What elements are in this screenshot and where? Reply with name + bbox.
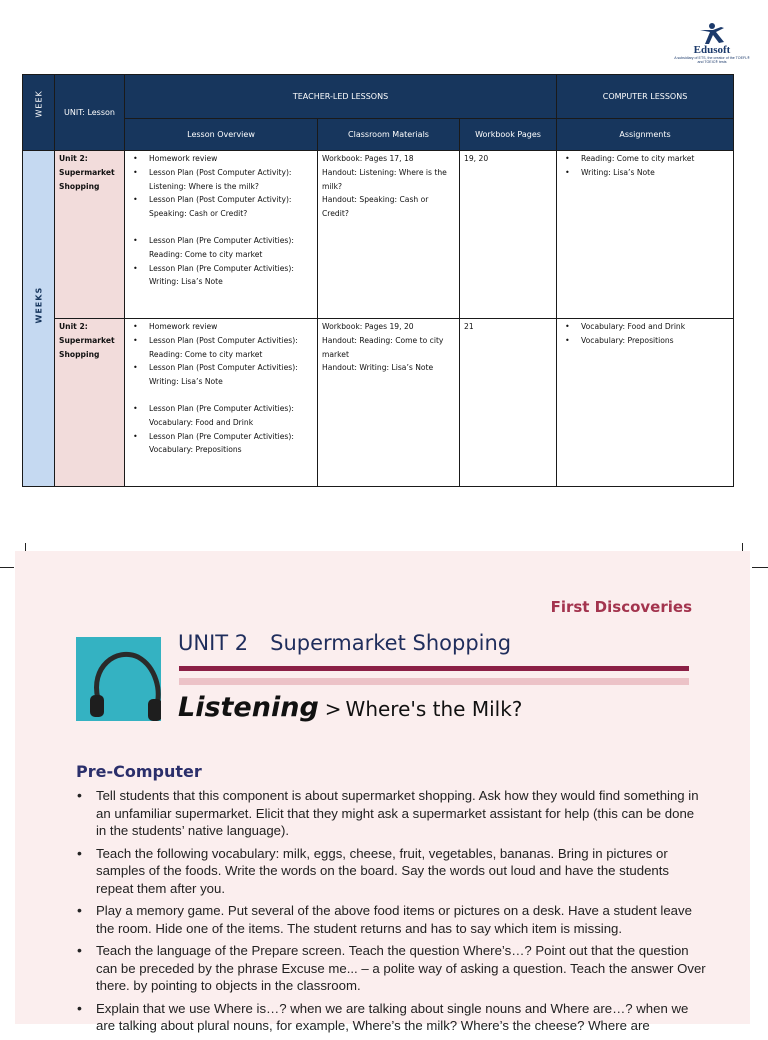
unit-cell: Unit 2: Supermarket Shopping: [55, 319, 125, 487]
list-item: • Homework review: [149, 320, 313, 334]
list-item: • Lesson Plan (Post Computer Activities): Reading: Come to city market: [149, 334, 313, 362]
list-item: • Explain that we use Where is…? when we are talking about single nouns and Where are…? when we are talking about plural nouns, for example, Where’s the milk? Where’s the cheese? Where are: [76, 1000, 706, 1035]
lesson-overview-cell: [125, 319, 318, 487]
list-item: • Lesson Plan (Post Computer Activity): Speaking: Cash or Credit?: [149, 193, 313, 221]
list-item: • Vocabulary: Food and Drink: [581, 320, 729, 334]
header-teacher-led: TEACHER-LED LESSONS: [125, 75, 557, 119]
header-workbook-pages: Workbook Pages: [460, 119, 557, 151]
classroom-materials-cell: Workbook: Pages 19, 20 Handout: Reading: Come to city market Handout: Writing: Lisa’s Note: [318, 319, 460, 487]
edusoft-logo-icon: [697, 22, 727, 46]
lesson-overview-cell: [125, 151, 318, 319]
header-computer-lessons: COMPUTER LESSONS: [557, 75, 734, 119]
list-item: • Lesson Plan (Pre Computer Activities): Reading: Come to city market: [149, 234, 313, 262]
logo-brand: Edusoft: [693, 44, 731, 56]
list-item: • Play a memory game. Put several of the above food items or pictures on a desk. Have a student leave the room. Hide one of the items. The student returns and has to say which item is missing.: [76, 902, 706, 937]
list-item: • Vocabulary: Prepositions: [581, 334, 729, 348]
lesson-schedule-table: [22, 74, 734, 487]
crop-mark: [0, 567, 14, 568]
table-row: [23, 151, 734, 319]
unit-number: UNIT 2: [178, 631, 249, 655]
list-item: • Homework review: [149, 152, 313, 166]
crop-mark: [752, 567, 768, 568]
assignments-cell: [557, 319, 734, 487]
header-classroom-materials: Classroom Materials: [318, 119, 460, 151]
header-lesson-overview: Lesson Overview: [125, 119, 318, 151]
unit-heading: [178, 631, 511, 655]
list-item: • Lesson Plan (Pre Computer Activities): Writing: Lisa’s Note: [149, 262, 313, 290]
lesson-separator: >: [324, 697, 342, 721]
series-title: First Discoveries: [550, 598, 692, 616]
list-item: • Teach the following vocabulary: milk, eggs, cheese, fruit, vegetables, bananas. Bring in pictures or samples of the foods. Write the words on the board. Say the words out loud and have the students repeat them after you.: [76, 845, 706, 898]
headphones-image: [76, 637, 161, 721]
list-item: • Teach the language of the Prepare screen. Teach the question Where’s…? Point out that the question can be preceded by the phrase Excuse me... – a polite way of asking a question. Teach the answer Over there. by pointing to objects in the classroom.: [76, 942, 706, 995]
teacher-guide-page: [15, 551, 750, 1033]
workbook-pages-cell: 19, 20: [460, 151, 557, 319]
divider: [179, 666, 689, 671]
logo-tagline: A subsidiary of ETS, the creator of the TOEFL® and TOEIC® tests: [674, 56, 750, 64]
header-week: WEEK: [23, 75, 55, 151]
classroom-materials-cell: Workbook: Pages 17, 18 Handout: Listening: Where is the milk? Handout: Speaking: Cash or Credit?: [318, 151, 460, 319]
unit-cell: Unit 2: Supermarket Shopping: [55, 151, 125, 319]
section-heading: Pre-Computer: [76, 762, 202, 781]
list-item: • Lesson Plan (Post Computer Activity): Listening: Where is the milk?: [149, 166, 313, 194]
list-item: • Writing: Lisa’s Note: [581, 166, 729, 180]
weeks-cell: WEEKS: [23, 151, 55, 487]
instruction-list: [76, 787, 706, 1040]
workbook-pages-cell: 21: [460, 319, 557, 487]
list-item: • Lesson Plan (Pre Computer Activities): Vocabulary: Food and Drink: [149, 402, 313, 430]
lesson-heading: [178, 692, 522, 723]
list-item: • Lesson Plan (Pre Computer Activities): Vocabulary: Prepositions: [149, 430, 313, 458]
lesson-title: Where's the Milk?: [345, 697, 523, 721]
unit-title: Supermarket Shopping: [270, 631, 512, 655]
list-item: • Lesson Plan (Post Computer Activities): Writing: Lisa’s Note: [149, 361, 313, 389]
table-row: [23, 319, 734, 487]
list-item: • Tell students that this component is about supermarket shopping. Ask how they would find something in an unfamiliar supermarket. Elicit that they might ask a supermarket assistant for help (this can be done in the students’ native language).: [76, 787, 706, 840]
header-assignments: Assignments: [557, 119, 734, 151]
list-item: • Reading: Come to city market: [581, 152, 729, 166]
assignments-cell: [557, 151, 734, 319]
lesson-skill: Listening: [178, 692, 319, 723]
divider: [179, 678, 689, 685]
edusoft-logo: [672, 22, 752, 72]
header-unit-lesson: UNIT: Lesson: [55, 75, 125, 151]
